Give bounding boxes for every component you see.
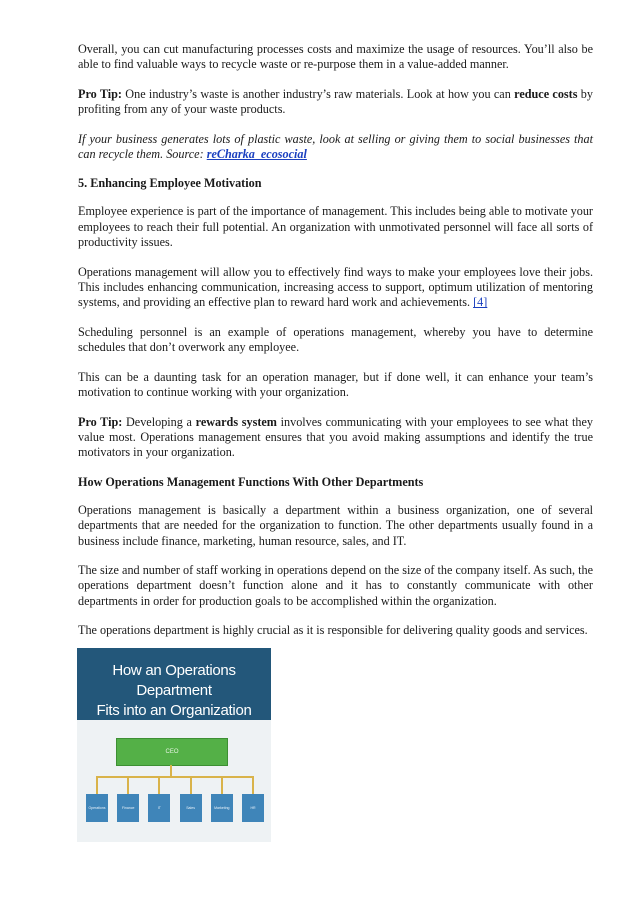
department-box-finance: Finance [117, 794, 139, 822]
pro-tip-label: Pro Tip: [78, 414, 123, 429]
pro-tip-text: by profiting from any of your waste products. [78, 86, 593, 117]
section-heading-departments: How Operations Management Functions With Other Departments [78, 474, 424, 489]
department-box-hr: HR [242, 794, 264, 822]
pro-tip-text: Developing a [122, 414, 196, 429]
figure-banner [77, 648, 271, 720]
connector-drop [221, 776, 223, 794]
connector-drop [252, 776, 254, 794]
pro-tip-label: Pro Tip: [78, 86, 122, 101]
connector-horizontal [97, 776, 253, 778]
pro-tip-emphasis: rewards system [195, 414, 277, 429]
paragraph-staff-size: The size and number of staff working in operations depend on the size of the company itself. As such, the operations department doesn’t function alone and it has to constantly communicate with other departments in order for production goals to be accomplished within the organization. [78, 562, 593, 608]
paragraph-resources: Overall, you can cut manufacturing processes costs and maximize the usage of resources. You’ll also be able to find valuable ways to recycle waste or re-purpose them in a value-added manner. [78, 42, 593, 72]
paragraph-text: Operations management will allow you to effectively find ways to make your employees love their jobs. This includes enhancing communication, increasing access to support, optimum utilization of mentoring systems, and providing an effective plan to reward hard work and achievements. [78, 264, 593, 310]
department-box-it: IT [148, 794, 170, 822]
section-heading-motivation: 5. Enhancing Employee Motivation [78, 176, 262, 191]
document-page [78, 42, 593, 653]
figure-title [77, 661, 271, 721]
figure-title-line2: Fits into an Organization [96, 702, 252, 719]
org-chart-figure [77, 648, 271, 842]
connector-drop [127, 776, 129, 794]
department-box-sales: Sales [180, 794, 202, 822]
paragraph-department-basics: Operations management is basically a department within a business organization, one of several departments that are needed for the organization to function. The other departments usually found in a business include finance, marketing, human resource, sales, and IT. [78, 502, 593, 548]
pro-tip-rewards [78, 415, 593, 461]
pro-tip-emphasis: reduce costs [514, 86, 578, 101]
italic-source-note [78, 132, 593, 163]
paragraph-operations-management [78, 265, 593, 311]
connector-drop [190, 776, 192, 794]
citation-link[interactable]: [4] [473, 295, 488, 310]
source-link[interactable]: reCharka_ecosocial [206, 147, 307, 162]
department-box-operations: Operations [86, 794, 108, 822]
connector-drop [96, 776, 98, 794]
ceo-box: CEO [116, 738, 228, 766]
source-note-text: If your business generates lots of plastic waste, look at selling or giving them to social businesses that can recycle them. Source: [78, 131, 593, 162]
paragraph-scheduling: Scheduling personnel is an example of operations management, whereby you have to determine schedules that don’t overwork any employee. [78, 324, 593, 355]
figure-title-line1: How an Operations Department [112, 662, 236, 699]
connector-drop [158, 776, 160, 794]
paragraph-daunting-task: This can be a daunting task for an operation manager, but if done well, it can enhance your team’s motivation to continue working with your organization. [78, 369, 593, 400]
paragraph-employee-experience: Employee experience is part of the importance of management. This includes being able to motivate your employees to reach their full potential. An organization with unmotivated personnel will face all sorts of productivity issues. [78, 204, 593, 250]
pro-tip-waste [78, 87, 593, 118]
org-chart-body [77, 720, 271, 842]
pro-tip-text: One industry’s waste is another industry’s raw materials. Look at how you can [121, 86, 515, 101]
paragraph-crucial: The operations department is highly crucial as it is responsible for delivering quality goods and services. [78, 623, 588, 638]
department-box-marketing: Marketing [211, 794, 233, 822]
pro-tip-text: involves communicating with your employees to see what they value most. Operations management ensures that you avoid making assumptions and identify the true motivators in your organization. [78, 414, 594, 460]
